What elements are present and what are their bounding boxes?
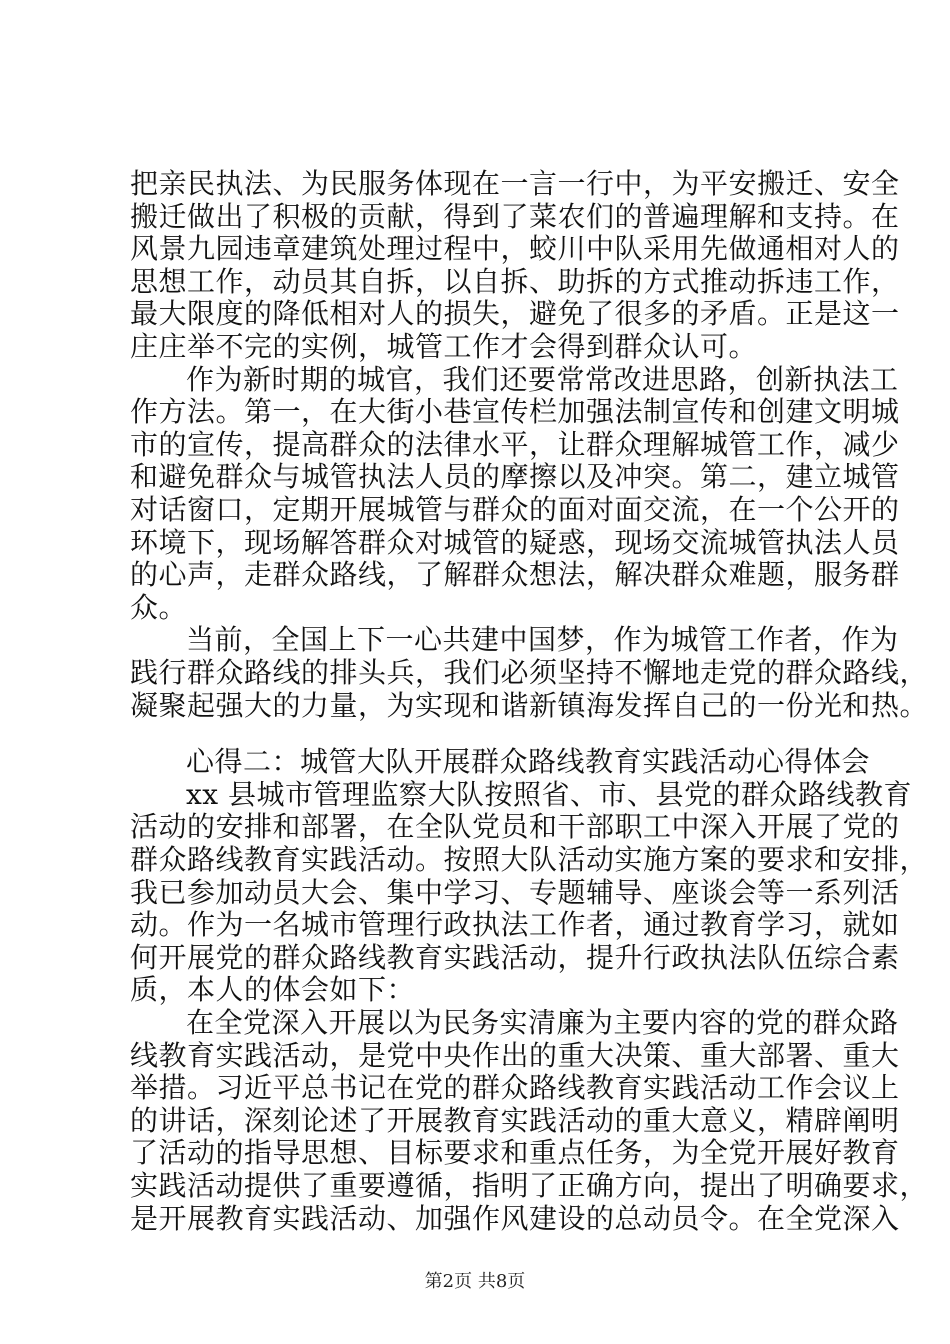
page-number-footer: 第2页 共8页 bbox=[424, 1271, 526, 1292]
text-line: 搬迁做出了积极的贡献，得到了菜农们的普遍理解和支持。在 bbox=[130, 200, 900, 233]
section-heading: 心得二：城管大队开展群众路线教育实践活动心得体会 bbox=[186, 745, 871, 778]
text-line: 众。 bbox=[130, 591, 188, 624]
paragraph-start-line: xx 县城市管理监察大队按照省、市、县党的群众路线教育 bbox=[186, 778, 912, 811]
text-line: 动。作为一名城市管理行政执法工作者，通过教育学习，就如 bbox=[130, 908, 900, 941]
text-line: 风景九园违章建筑处理过程中，蛟川中队采用先做通相对人的 bbox=[130, 232, 900, 265]
text-line: 质，本人的体会如下： bbox=[130, 973, 416, 1006]
text-line: 了活动的指导思想、目标要求和重点任务，为全党开展好教育 bbox=[130, 1136, 900, 1169]
paragraph-start-line: 在全党深入开展以为民务实清廉为主要内容的党的群众路 bbox=[186, 1006, 899, 1039]
text-line: 作方法。第一，在大街小巷宣传栏加强法制宣传和创建文明城 bbox=[130, 395, 900, 428]
text-line: 的讲话，深刻论述了开展教育实践活动的重大意义，精辟阐明 bbox=[130, 1104, 900, 1137]
text-line: 举措。习近平总书记在党的群众路线教育实践活动工作会议上 bbox=[130, 1071, 900, 1104]
text-line: 活动的安排和部署，在全队党员和干部职工中深入开展了党的 bbox=[130, 810, 900, 843]
text-line: 的心声，走群众路线，了解群众想法，解决群众难题，服务群 bbox=[130, 558, 900, 591]
text-line: 何开展党的群众路线教育实践活动，提升行政执法队伍综合素 bbox=[130, 941, 900, 974]
text-line: 环境下，现场解答群众对城管的疑惑，现场交流城管执法人员 bbox=[130, 526, 900, 559]
text-line: 思想工作，动员其自拆，以自拆、助拆的方式推动拆违工作， bbox=[130, 265, 900, 298]
text-line: 和避免群众与城管执法人员的摩擦以及冲突。第二，建立城管 bbox=[130, 460, 900, 493]
text-line: 群众路线教育实践活动。按照大队活动实施方案的要求和安排， bbox=[130, 843, 929, 876]
text-line: 凝聚起强大的力量，为实现和谐新镇海发挥自己的一份光和热。 bbox=[130, 689, 929, 722]
text-line: 把亲民执法、为民服务体现在一言一行中，为平安搬迁、安全 bbox=[130, 167, 900, 200]
text-line: 我已参加动员大会、集中学习、专题辅导、座谈会等一系列活 bbox=[130, 876, 900, 909]
text-line: 是开展教育实践活动、加强作风建设的总动员令。在全党深入 bbox=[130, 1202, 900, 1235]
text-line: 最大限度的降低相对人的损失，避免了很多的矛盾。正是这一 bbox=[130, 297, 900, 330]
text-line: 线教育实践活动，是党中央作出的重大决策、重大部署、重大 bbox=[130, 1039, 900, 1072]
paragraph-start-line: 作为新时期的城官，我们还要常常改进思路，创新执法工 bbox=[186, 363, 899, 396]
text-line: 践行群众路线的排头兵，我们必须坚持不懈地走党的群众路线， bbox=[130, 656, 929, 689]
paragraph-start-line: 当前，全国上下一心共建中国梦，作为城管工作者，作为 bbox=[186, 623, 899, 656]
text-line: 市的宣传，提高群众的法律水平，让群众理解城管工作，减少 bbox=[130, 428, 900, 461]
text-line: 庄庄举不完的实例，城管工作才会得到群众认可。 bbox=[130, 330, 758, 363]
text-line: 对话窗口，定期开展城管与群众的面对面交流，在一个公开的 bbox=[130, 493, 900, 526]
text-line: 实践活动提供了重要遵循，指明了正确方向，提出了明确要求， bbox=[130, 1169, 929, 1202]
